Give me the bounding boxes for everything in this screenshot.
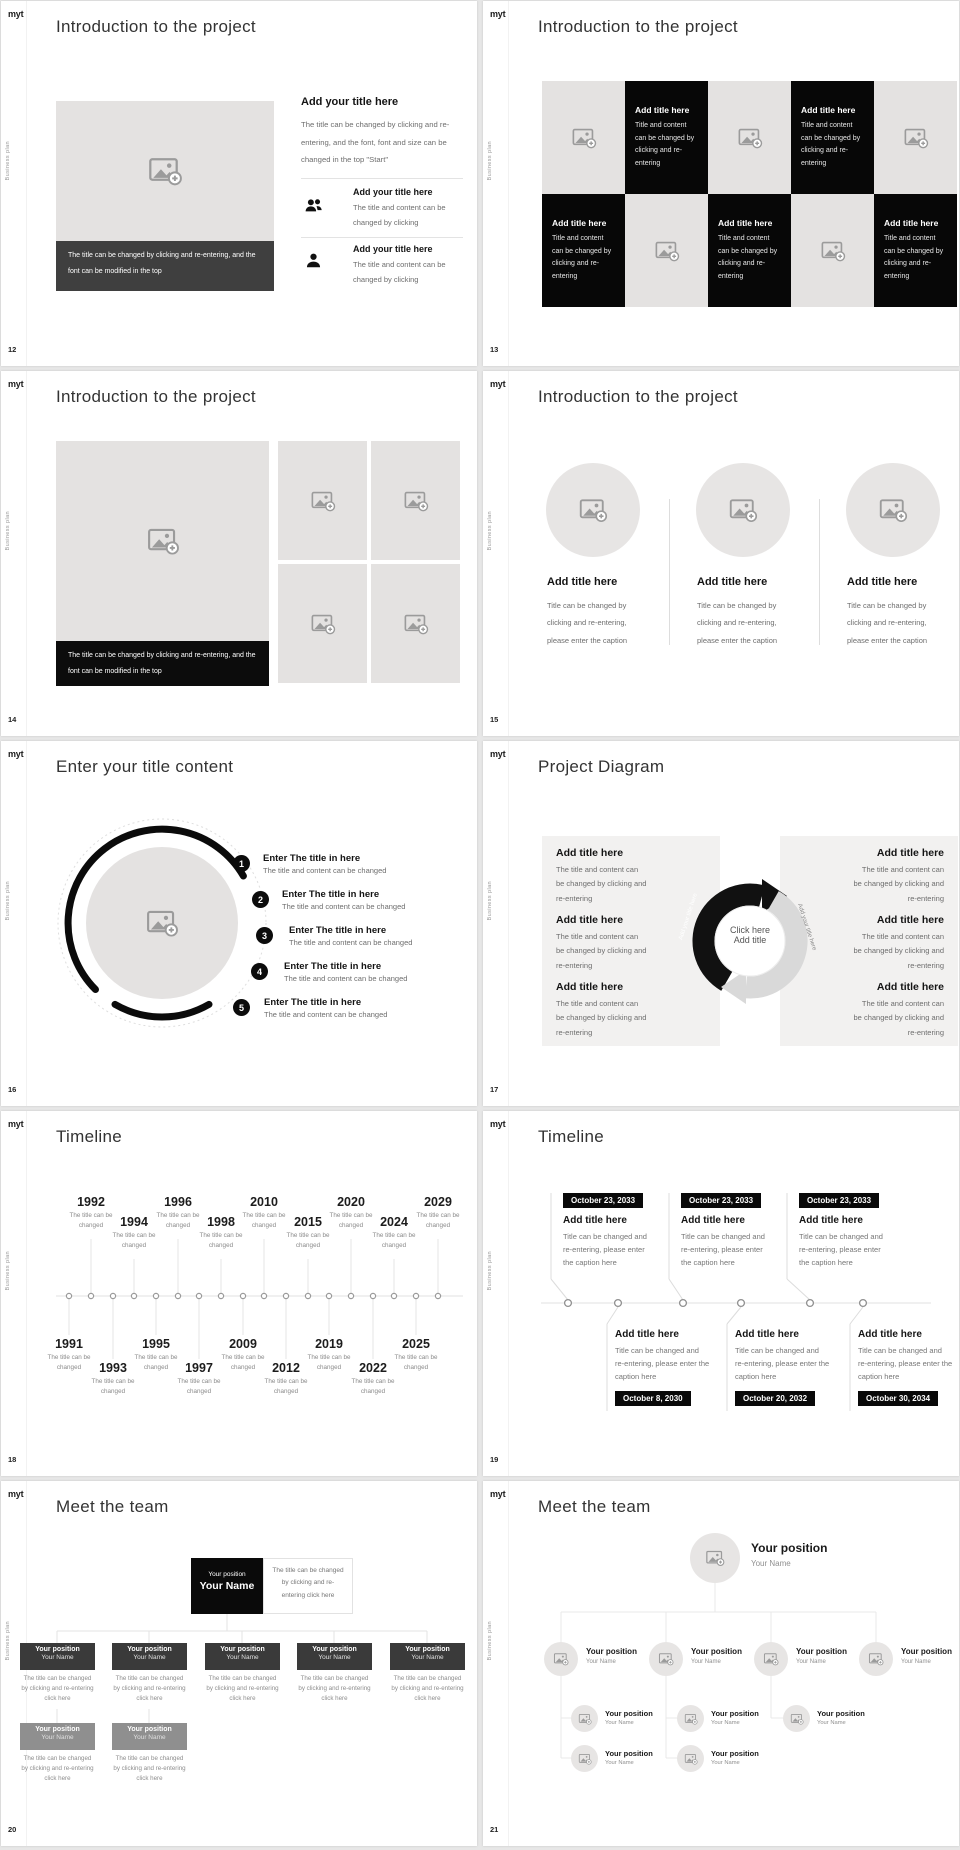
org-avatar-small — [677, 1705, 704, 1732]
sidebar-vertical-label: Business plan — [487, 881, 493, 921]
brand-logo: myt — [8, 749, 24, 759]
sidebar-vertical-label: Business plan — [487, 141, 493, 181]
cell-title: Add title here — [884, 218, 939, 228]
timeline-entry: 1997 The title can be changed — [177, 1361, 221, 1396]
timeline-entry: 1994 The title can be changed — [112, 1215, 156, 1250]
step-number: 1 — [233, 855, 250, 872]
panel-item-body: The title and content can be changed by clicking and re-entering — [853, 865, 944, 903]
column-body: Title can be changed by clicking and re-entering, please enter the caption — [847, 601, 928, 645]
org-member-box: Your position Your Name — [112, 1643, 187, 1670]
card-title: Add title here — [799, 1215, 863, 1226]
slide-20-thumbnail[interactable] — [1, 1481, 477, 1846]
panel-item-body: The title and content can be changed by clicking and re-entering — [853, 999, 944, 1037]
org-member-box: Your position Your Name — [205, 1643, 280, 1670]
org-member-box-secondary: Your position Your Name — [112, 1723, 187, 1750]
org-member-box: Your position Your Name — [20, 1643, 95, 1670]
image-placeholder — [56, 101, 274, 241]
org-member-note: The title can be changed by clicking and re-entering click here — [21, 1675, 94, 1703]
slide-number: 13 — [490, 345, 499, 354]
member-position: Your position — [817, 1709, 865, 1718]
brand-logo: myt — [8, 1119, 24, 1129]
image-placeholder-icon — [403, 488, 429, 514]
card-title: Add title here — [735, 1329, 799, 1340]
org-member-note: The title can be changed by clicking and re-entering click here — [113, 1755, 186, 1783]
slide-title: Introduction to the project — [538, 17, 738, 36]
member-position: Your position — [901, 1647, 952, 1656]
grid-text-cell — [542, 194, 625, 307]
slide-title: Project Diagram — [538, 757, 665, 776]
list-item-body: The title and content can be changed by clicking — [353, 203, 446, 227]
card-body: Title can be changed and re-entering, please enter the caption here — [615, 1346, 710, 1382]
grid-text-cell — [625, 81, 708, 194]
list-item-body: The title and content can be changed by clicking — [353, 260, 446, 284]
panel-item-body: The title and content can be changed by clicking and re-entering — [853, 932, 944, 970]
panel-item-body: The title and content can be changed by clicking and re-entering — [556, 865, 647, 903]
cell-body: Title and content can be changed by clicking and re-entering — [718, 235, 778, 280]
brand-logo: myt — [8, 379, 24, 389]
image-placeholder-icon — [578, 1712, 592, 1726]
panel-item-title: Add title here — [876, 981, 944, 993]
image-placeholder-icon — [820, 238, 846, 264]
cell-body: Title and content can be changed by clicking and re-entering — [552, 235, 612, 280]
member-position: Your position — [711, 1709, 759, 1718]
image-placeholder-icon — [553, 1651, 569, 1667]
margin-divider — [508, 741, 509, 1106]
timeline-entry: 2010 The title can be changed — [242, 1195, 286, 1230]
card-title: Add title here — [563, 1215, 627, 1226]
step-number: 4 — [251, 963, 268, 980]
section-heading: Add your title here — [301, 96, 399, 108]
timeline-entry: 2012 The title can be changed — [264, 1361, 308, 1396]
column-divider — [669, 499, 670, 645]
slide-17-thumbnail[interactable] — [483, 741, 959, 1106]
timeline-entry: 1998 The title can be changed — [199, 1215, 243, 1250]
org-avatar-small — [783, 1705, 810, 1732]
brand-logo: myt — [490, 379, 506, 389]
cell-body: Title and content can be changed by clicking and re-entering — [884, 235, 944, 280]
slide-title: Introduction to the project — [56, 17, 256, 36]
image-placeholder-circle — [696, 463, 790, 557]
image-placeholder-icon — [878, 495, 908, 525]
slide-number: 21 — [490, 1825, 499, 1834]
column-title: Add title here — [697, 576, 768, 588]
step-number: 2 — [252, 891, 269, 908]
slide-12-thumbnail[interactable] — [1, 1, 477, 366]
image-placeholder-circle — [546, 463, 640, 557]
panel-item-body: The title and content can be changed by clicking and re-entering — [556, 932, 647, 970]
image-placeholder-icon — [578, 495, 608, 525]
cell-title: Add title here — [635, 105, 690, 115]
slide-number: 18 — [8, 1455, 17, 1464]
cycle-center-label — [720, 925, 780, 945]
org-member-note: The title can be changed by clicking and re-entering click here — [206, 1675, 279, 1703]
member-position: Your position — [691, 1647, 742, 1656]
org-root-avatar — [690, 1533, 740, 1583]
card-body: Title can be changed and re-entering, please enter the caption here — [681, 1232, 765, 1268]
date-badge: October 23, 2033 — [799, 1193, 879, 1208]
card-title: Add title here — [615, 1329, 679, 1340]
brand-logo: myt — [490, 9, 506, 19]
step-title: Enter The title in here — [263, 853, 361, 864]
column-title: Add title here — [847, 576, 918, 588]
slide-number: 19 — [490, 1455, 499, 1464]
member-name: Your Name — [605, 1760, 634, 1766]
sidebar-vertical-label: Business plan — [487, 511, 493, 551]
image-placeholder — [542, 81, 625, 194]
timeline-entry: 1995 The title can be changed — [134, 1337, 178, 1372]
slide-15-thumbnail[interactable] — [483, 371, 959, 736]
slide-title: Introduction to the project — [56, 387, 256, 406]
step-body: The title and content can be changed — [263, 866, 387, 875]
sidebar-vertical-label: Business plan — [487, 1621, 493, 1661]
slide-13-thumbnail[interactable] — [483, 1, 959, 366]
sidebar-vertical-label: Business plan — [5, 141, 11, 181]
grid-text-cell — [874, 194, 957, 307]
card-body: Title can be changed and re-entering, please enter the caption here — [563, 1232, 647, 1268]
org-member-box-secondary: Your position Your Name — [20, 1723, 95, 1750]
divider — [301, 178, 463, 179]
sidebar-vertical-label: Business plan — [487, 1251, 493, 1291]
divider — [301, 237, 463, 238]
section-body: The title can be changed by clicking and re-entering, and the font, font and size can be changed in the top "Start" — [301, 120, 450, 165]
image-placeholder — [56, 441, 269, 641]
sidebar-vertical-label: Business plan — [5, 1251, 11, 1291]
image-placeholder-icon — [684, 1712, 698, 1726]
margin-divider — [26, 1, 27, 366]
step-body: The title and content can be changed — [284, 974, 408, 983]
member-name: Your Name — [711, 1720, 740, 1726]
card-body: Title can be changed and re-entering, please enter the caption here — [799, 1232, 883, 1268]
org-avatar — [649, 1642, 683, 1676]
member-name: Your Name — [711, 1760, 740, 1766]
cell-title: Add title here — [801, 105, 856, 115]
org-avatar — [754, 1642, 788, 1676]
image-placeholder-icon — [578, 1752, 592, 1766]
root-name: Your Name — [199, 1580, 255, 1592]
timeline-entry: 1991 The title can be changed — [47, 1337, 91, 1372]
slide-number: 16 — [8, 1085, 17, 1094]
slide-18-thumbnail[interactable] — [1, 1111, 477, 1476]
image-placeholder-icon — [868, 1651, 884, 1667]
slide-title: Timeline — [538, 1127, 605, 1146]
cell-title: Add title here — [552, 218, 607, 228]
step-title: Enter The title in here — [282, 889, 380, 900]
timeline-entry: 2020 The title can be changed — [329, 1195, 373, 1230]
slide-number: 15 — [490, 715, 499, 724]
column-body: Title can be changed by clicking and re-entering, please enter the caption — [697, 601, 778, 645]
arc-label-left: Add your title here — [678, 892, 699, 941]
grid-text-cell — [708, 194, 791, 307]
member-name: Your Name — [605, 1720, 634, 1726]
image-placeholder — [371, 564, 460, 683]
timeline-entry: 2025 The title can be changed — [394, 1337, 438, 1372]
org-member-note: The title can be changed by clicking and re-entering click here — [21, 1755, 94, 1783]
image-placeholder-icon — [903, 125, 929, 151]
timeline-entry: 2009 The title can be changed — [221, 1337, 265, 1372]
image-placeholder — [791, 194, 874, 307]
timeline-entry: 2015 The title can be changed — [286, 1215, 330, 1250]
image-placeholder-icon — [658, 1651, 674, 1667]
image-placeholder — [371, 441, 460, 560]
timeline-entry: 2019 The title can be changed — [307, 1337, 351, 1372]
image-placeholder-icon — [737, 125, 763, 151]
step-body: The title and content can be changed — [289, 938, 413, 947]
card-title: Add title here — [858, 1329, 922, 1340]
date-badge: October 30, 2034 — [858, 1391, 938, 1406]
member-position: Your position — [605, 1749, 653, 1758]
image-placeholder-icon — [654, 238, 680, 264]
slide-16-thumbnail[interactable] — [1, 741, 477, 1106]
brand-logo: myt — [8, 1489, 24, 1499]
image-placeholder-icon — [763, 1651, 779, 1667]
column-body: Title can be changed by clicking and re-entering, please enter the caption — [547, 601, 628, 645]
image-placeholder-icon — [684, 1752, 698, 1766]
member-position: Your position — [711, 1749, 759, 1758]
date-badge: October 20, 2032 — [735, 1391, 815, 1406]
member-position: Your position — [605, 1709, 653, 1718]
cell-title: Add title here — [718, 218, 773, 228]
person-icon — [303, 251, 324, 277]
margin-divider — [26, 371, 27, 736]
org-avatar — [544, 1642, 578, 1676]
sidebar-vertical-label: Business plan — [5, 511, 11, 551]
panel-item-body: The title and content can be changed by clicking and re-entering — [556, 999, 647, 1037]
slide-number: 20 — [8, 1825, 17, 1834]
org-member-box: Your position Your Name — [390, 1643, 465, 1670]
panel-item-title: Add title here — [876, 914, 944, 926]
member-position: Your position — [796, 1647, 847, 1656]
member-name: Your Name — [691, 1659, 721, 1665]
timeline-entry: 1992 The title can be changed — [69, 1195, 113, 1230]
card-title: Add title here — [681, 1215, 745, 1226]
image-placeholder — [278, 564, 367, 683]
member-name: Your Name — [901, 1659, 931, 1665]
list-item-title: Add your title here — [353, 187, 433, 197]
image-placeholder-icon — [728, 495, 758, 525]
sidebar-vertical-label: Business plan — [5, 881, 11, 921]
timeline-entry: 1993 The title can be changed — [91, 1361, 135, 1396]
image-caption: The title can be changed by clicking and re-entering, and the font can be modified in the top — [56, 641, 269, 686]
step-number: 5 — [233, 999, 250, 1016]
brand-logo: myt — [490, 1119, 506, 1129]
step-body: The title and content can be changed — [282, 902, 406, 911]
panel-item-title: Add title here — [876, 847, 944, 859]
brand-logo: myt — [490, 749, 506, 759]
step-title: Enter The title in here — [264, 997, 362, 1008]
org-member-box: Your position Your Name — [297, 1643, 372, 1670]
org-avatar — [859, 1642, 893, 1676]
people-icon — [303, 196, 324, 222]
image-placeholder-circle — [846, 463, 940, 557]
slide-title: Enter your title content — [56, 757, 234, 776]
arc-label-right: Add your title here — [796, 903, 817, 952]
brand-logo: myt — [490, 1489, 506, 1499]
slide-title: Timeline — [56, 1127, 123, 1146]
step-body: The title and content can be changed — [264, 1010, 388, 1019]
org-avatar-small — [571, 1745, 598, 1772]
image-placeholder-icon — [571, 125, 597, 151]
org-root-box — [191, 1558, 263, 1614]
root-name: Your Name — [751, 1559, 791, 1568]
card-body: Title can be changed and re-entering, please enter the caption here — [858, 1346, 953, 1382]
date-badge: October 8, 2030 — [615, 1391, 691, 1406]
image-placeholder-icon — [705, 1548, 725, 1568]
slide-title: Introduction to the project — [538, 387, 738, 406]
slide-21-thumbnail[interactable] — [483, 1481, 959, 1846]
image-placeholder-icon — [310, 488, 336, 514]
step-title: Enter The title in here — [284, 961, 382, 972]
center-line-1: Click here — [729, 925, 770, 935]
root-position: Your position — [208, 1571, 246, 1578]
image-placeholder-icon — [403, 611, 429, 637]
cell-body: Title and content can be changed by clicking and re-entering — [635, 122, 695, 167]
slide-number: 17 — [490, 1085, 499, 1094]
timeline-entry: 2022 The title can be changed — [351, 1361, 395, 1396]
date-badge: October 23, 2033 — [681, 1193, 761, 1208]
step-number: 3 — [256, 927, 273, 944]
panel-item-title: Add title here — [556, 981, 624, 993]
slide-title: Meet the team — [56, 1497, 169, 1516]
image-placeholder — [708, 81, 791, 194]
slide-14-thumbnail[interactable] — [1, 371, 477, 736]
member-position: Your position — [586, 1647, 637, 1656]
list-item-title: Add your title here — [353, 244, 433, 254]
sidebar-vertical-label: Business plan — [5, 1621, 11, 1661]
timeline-entry: 2024 The title can be changed — [372, 1215, 416, 1250]
center-line-2: Add title — [733, 935, 767, 945]
timeline-axis — [1, 1111, 477, 1476]
org-root-note: The title can be changed by clicking and re-entering click here — [263, 1558, 353, 1614]
image-caption: The title can be changed by clicking and re-entering, and the font can be modified in the top — [56, 241, 274, 291]
image-placeholder-icon — [790, 1712, 804, 1726]
image-placeholder — [874, 81, 957, 194]
brand-logo: myt — [8, 9, 24, 19]
card-body: Title can be changed and re-entering, please enter the caption here — [735, 1346, 830, 1382]
org-member-note: The title can be changed by clicking and re-entering click here — [113, 1675, 186, 1703]
panel-item-title: Add title here — [556, 914, 624, 926]
org-member-note: The title can be changed by clicking and re-entering click here — [298, 1675, 371, 1703]
timeline-connectors — [483, 1111, 959, 1476]
image-placeholder — [278, 441, 367, 560]
column-title: Add title here — [547, 576, 618, 588]
slide-19-thumbnail[interactable] — [483, 1111, 959, 1476]
org-member-note: The title can be changed by clicking and re-entering click here — [391, 1675, 464, 1703]
cell-body: Title and content can be changed by clicking and re-entering — [801, 122, 861, 167]
slide-number: 12 — [8, 345, 17, 354]
grid-text-cell — [791, 81, 874, 194]
column-divider — [819, 499, 820, 645]
panel-item-title: Add title here — [556, 847, 624, 859]
member-name: Your Name — [586, 1659, 616, 1665]
image-placeholder-icon — [147, 153, 183, 189]
image-placeholder-icon — [146, 524, 180, 558]
slide-number: 14 — [8, 715, 17, 724]
timeline-entry: 2029 The title can be changed — [416, 1195, 460, 1230]
step-title: Enter The title in here — [289, 925, 387, 936]
margin-divider — [26, 741, 27, 1106]
date-badge: October 23, 2033 — [563, 1193, 643, 1208]
member-name: Your Name — [796, 1659, 826, 1665]
timeline-entry: 1996 The title can be changed — [156, 1195, 200, 1230]
root-position: Your position — [751, 1541, 828, 1555]
image-placeholder-icon — [310, 611, 336, 637]
org-avatar-small — [677, 1745, 704, 1772]
image-placeholder — [625, 194, 708, 307]
org-avatar-small — [571, 1705, 598, 1732]
slide-title: Meet the team — [538, 1497, 651, 1516]
margin-divider — [508, 1, 509, 366]
member-name: Your Name — [817, 1720, 846, 1726]
margin-divider — [508, 371, 509, 736]
